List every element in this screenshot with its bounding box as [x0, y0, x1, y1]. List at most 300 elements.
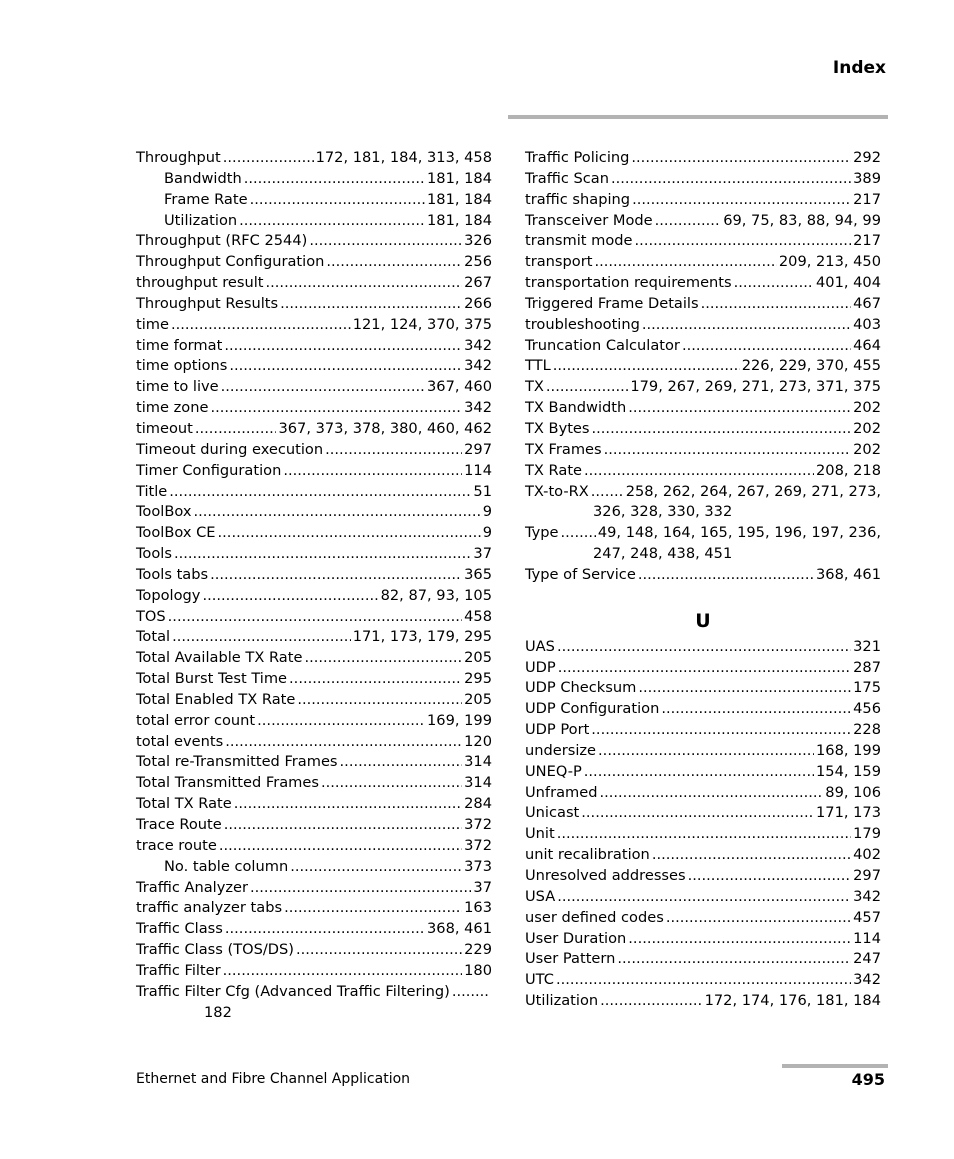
index-entry-line: [525, 190, 881, 211]
index-page-numbers: 37: [473, 878, 492, 896]
index-term: time: [136, 315, 169, 333]
index-entry-line: [525, 523, 881, 544]
index-page-numbers: 372: [464, 816, 492, 833]
index-term: Unframed: [525, 783, 598, 801]
index-term: Utilization: [164, 211, 238, 229]
dot-leader: [304, 648, 462, 669]
index-entry: [136, 732, 492, 753]
index-term: Bandwidth: [164, 169, 242, 187]
index-page-numbers: 89, 106: [825, 783, 881, 801]
dot-leader: [617, 949, 851, 970]
index-term: Throughput Results: [136, 294, 279, 312]
index-entry-line: [525, 658, 881, 679]
dot-leader: [581, 803, 814, 824]
index-page-numbers: 172, 174, 176, 181, 184: [704, 992, 881, 1010]
index-page-numbers: 228: [853, 721, 881, 739]
index-page-numbers: 342: [464, 399, 492, 417]
index-entry: [136, 815, 492, 836]
dot-leader: [688, 866, 852, 887]
index-entry: [525, 720, 881, 741]
index-term: Type: [525, 524, 559, 542]
dot-leader: [655, 211, 722, 232]
dot-leader: [584, 762, 814, 783]
index-term: Transceiver Mode: [525, 211, 653, 229]
index-entry-line: [136, 502, 492, 523]
index-entry-line: [525, 231, 881, 252]
index-entry: [136, 565, 492, 586]
dot-leader: [225, 919, 425, 940]
index-entry: [525, 949, 881, 970]
index-page-numbers: 208, 218: [816, 461, 881, 479]
index-term: USA: [525, 887, 556, 905]
index-entry-line: [525, 148, 881, 169]
index-entry-line: [525, 824, 881, 845]
index-term: Traffic Policing: [525, 149, 630, 166]
index-entry: [525, 148, 881, 169]
dot-leader: [174, 544, 471, 565]
index-term: Traffic Scan: [525, 169, 609, 187]
index-entry-line: [136, 898, 492, 919]
index-page-numbers: 202: [853, 399, 881, 417]
index-entry-line: [525, 273, 881, 294]
index-term: Truncation Calculator: [525, 336, 680, 354]
index-term: UDP Port: [525, 721, 590, 739]
index-entry-line: [136, 982, 492, 1003]
index-term: Total re-Transmitted Frames: [136, 753, 338, 771]
index-entry: [525, 866, 881, 887]
dot-leader: [628, 398, 851, 419]
index-entry-line: [525, 315, 881, 336]
dot-leader: [266, 273, 463, 294]
index-entry-line: [525, 741, 881, 762]
index-entry: [525, 190, 881, 211]
index-page-numbers: 365: [464, 565, 492, 583]
dot-leader: [234, 794, 462, 815]
index-page-numbers: 403: [853, 315, 881, 333]
index-entry-line: [525, 803, 881, 824]
index-entry-line: [525, 887, 881, 908]
index-term: unit recalibration: [525, 846, 650, 864]
index-term: time zone: [136, 399, 209, 417]
index-page-numbers: 342: [464, 336, 492, 354]
index-entry-line: [525, 252, 881, 273]
dot-leader: [221, 377, 425, 398]
index-term: Utilization: [525, 992, 599, 1010]
index-column-right: [525, 148, 881, 1012]
index-entry-line: [136, 273, 492, 294]
index-page-numbers: 175: [853, 679, 881, 697]
index-entry: [136, 273, 492, 294]
index-entry: [525, 887, 881, 908]
index-entry: [136, 294, 492, 315]
dot-leader: [635, 231, 852, 252]
index-entry-line: [525, 461, 881, 482]
page-header-title: Index: [832, 58, 886, 78]
index-entry: [136, 398, 492, 419]
index-entry-line: [164, 190, 492, 211]
index-entry-line: [136, 294, 492, 315]
index-subentry: [136, 211, 492, 232]
index-subentry: [136, 857, 492, 878]
index-term: UDP Configuration: [525, 700, 660, 718]
index-entry-line: [164, 169, 492, 190]
index-entry: [136, 648, 492, 669]
dot-leader: [229, 356, 462, 377]
index-entry: [136, 773, 492, 794]
index-page-numbers: 217: [853, 190, 881, 208]
index-entry-line: [136, 627, 492, 648]
index-page-numbers: 314: [464, 774, 492, 792]
dot-leader: [218, 523, 481, 544]
dot-leader: [598, 741, 814, 762]
index-term: Tools tabs: [136, 565, 209, 583]
index-subentry: [136, 169, 492, 190]
index-entry: [136, 607, 492, 628]
index-entry: [136, 356, 492, 377]
index-term: TX Frames: [525, 440, 602, 458]
index-term: Timeout during execution: [136, 440, 324, 458]
index-entry: [136, 502, 492, 523]
index-entry: [136, 336, 492, 357]
index-term: UDP: [525, 658, 556, 676]
index-entry: [136, 586, 492, 607]
index-entry: [136, 461, 492, 482]
dot-leader: [202, 586, 378, 607]
dot-leader: [611, 169, 851, 190]
index-term: user defined codes: [525, 908, 664, 926]
index-term: undersize: [525, 741, 597, 759]
index-term: Traffic Filter Cfg (Advanced Traffic Filtering): [136, 982, 450, 1000]
dot-leader: [682, 336, 851, 357]
dot-leader: [652, 845, 851, 866]
footer-document-title: Ethernet and Fibre Channel Application: [136, 1071, 411, 1087]
index-term: Timer Configuration: [136, 461, 282, 479]
index-page-numbers: 401, 404: [816, 274, 881, 292]
dot-leader: [193, 502, 480, 523]
dot-leader: [661, 699, 851, 720]
dot-leader: [223, 961, 463, 982]
dot-leader: [556, 970, 851, 991]
index-page-numbers: 114: [853, 929, 881, 947]
dot-leader: [284, 898, 462, 919]
index-entry-line: [525, 866, 881, 887]
index-entry-line: [525, 565, 881, 586]
index-entry-line: [136, 586, 492, 607]
index-entry: [525, 845, 881, 866]
index-entry-line: [525, 398, 881, 419]
index-entry-line: [525, 294, 881, 315]
index-entry-line: [525, 356, 881, 377]
index-entry: [525, 699, 881, 720]
index-entry: [525, 273, 881, 294]
dot-leader: [558, 658, 851, 679]
index-entry: [136, 148, 492, 169]
index-entry-line: [525, 336, 881, 357]
index-term: Total TX Rate: [136, 795, 232, 813]
index-entry: [136, 836, 492, 857]
dot-leader: [257, 711, 425, 732]
index-term: Total Transmitted Frames: [136, 774, 319, 792]
index-entry: [525, 929, 881, 950]
index-term: TOS: [136, 607, 166, 625]
index-entry-line: [525, 908, 881, 929]
dot-leader: [631, 148, 851, 169]
index-entry-line: [136, 377, 492, 398]
dot-leader: [553, 356, 740, 377]
index-entry-line: [136, 669, 492, 690]
index-page-numbers: 179: [853, 825, 881, 843]
dot-leader: [169, 482, 471, 503]
index-page-numbers: 467: [853, 294, 881, 312]
index-term: Throughput (RFC 2544): [136, 232, 308, 250]
index-term: traffic shaping: [525, 190, 631, 208]
index-term: traffic analyzer tabs: [136, 899, 283, 917]
index-entry: [525, 783, 881, 804]
index-entry: [525, 678, 881, 699]
index-term: UNEQ-P: [525, 762, 582, 780]
index-term: time options: [136, 357, 228, 375]
index-page-numbers: 9: [482, 503, 492, 521]
index-term: troubleshooting: [525, 315, 640, 333]
index-entry: [136, 440, 492, 461]
index-entry: [525, 824, 881, 845]
index-entry: [525, 169, 881, 190]
index-entry: [136, 794, 492, 815]
index-entry: [136, 752, 492, 773]
index-term: Throughput: [136, 149, 221, 166]
index-page-numbers: 37: [473, 545, 492, 563]
index-entry: [525, 377, 881, 398]
index-entry: [525, 970, 881, 991]
index-entry: [525, 741, 881, 762]
index-entry: [525, 211, 881, 232]
index-page-numbers: 287: [853, 658, 881, 676]
index-page-numbers: 292: [853, 149, 881, 166]
dot-leader: [224, 815, 462, 836]
dot-leader: [584, 461, 814, 482]
index-term: timeout: [136, 419, 193, 437]
index-entry-line: [136, 815, 492, 836]
footer-page-number: 495: [851, 1070, 885, 1089]
index-page-numbers: 297: [464, 440, 492, 458]
index-entry: [136, 377, 492, 398]
index-page-numbers: 342: [853, 887, 881, 905]
index-page-numbers: 295: [464, 670, 492, 688]
index-page-numbers: 402: [853, 846, 881, 864]
index-term: Total: [136, 628, 171, 646]
index-entry-line: [525, 169, 881, 190]
dot-leader: [628, 929, 851, 950]
dot-leader: [340, 752, 463, 773]
index-term: Unit: [525, 825, 555, 843]
index-entry-line: [136, 336, 492, 357]
index-page-numbers: 367, 373, 378, 380, 460, 462: [278, 419, 492, 437]
index-page-numbers: 120: [464, 732, 492, 750]
index-page-numbers: 168, 199: [816, 741, 881, 759]
index-term: time to live: [136, 378, 219, 396]
index-entry-line: [136, 919, 492, 940]
index-term: total events: [136, 732, 224, 750]
index-entry-line: [525, 970, 881, 991]
index-page-numbers: 456: [853, 700, 881, 718]
dot-leader: [666, 908, 851, 929]
dot-leader: [289, 669, 462, 690]
index-term: TX: [525, 378, 544, 396]
index-term: Topology: [136, 586, 201, 604]
index-term: No. table column: [164, 857, 289, 875]
index-page-numbers: 179, 267, 269, 271, 273, 371, 375: [630, 378, 881, 396]
index-entry: [136, 544, 492, 565]
index-subentry: [136, 190, 492, 211]
index-entry: [136, 919, 492, 940]
index-entry: [525, 565, 881, 586]
dot-leader: [592, 419, 852, 440]
dot-leader: [250, 190, 425, 211]
dot-leader: [594, 252, 776, 273]
index-entry: [525, 231, 881, 252]
index-entry: [136, 252, 492, 273]
index-entry-line: [525, 440, 881, 461]
index-term: Type of Service: [525, 565, 636, 583]
index-page-numbers: 171, 173: [816, 804, 881, 822]
dot-leader: [280, 294, 462, 315]
index-page-numbers: 247: [853, 950, 881, 968]
index-page-numbers: 267: [464, 274, 492, 292]
dot-leader: [452, 982, 490, 1003]
index-page-numbers: 389: [853, 169, 881, 187]
index-page-numbers: 372: [464, 836, 492, 854]
index-term: Traffic Analyzer: [136, 878, 248, 896]
dot-leader: [296, 940, 462, 961]
dot-leader: [171, 315, 351, 336]
index-page-numbers: 209, 213, 450: [778, 253, 881, 271]
index-page-numbers: 368, 461: [816, 565, 881, 583]
index-entry-line: [136, 836, 492, 857]
index-entry: [136, 982, 492, 1024]
index-term: Tools: [136, 545, 172, 563]
index-entry: [136, 690, 492, 711]
dot-leader: [638, 565, 814, 586]
index-entry-line: [164, 211, 492, 232]
index-entry: [525, 398, 881, 419]
index-entries-t: [525, 148, 881, 586]
index-page-numbers: 256: [464, 253, 492, 271]
index-entry: [525, 440, 881, 461]
index-term: TX Rate: [525, 461, 583, 479]
index-term: Traffic Class: [136, 920, 223, 938]
dot-leader: [734, 273, 814, 294]
index-entry-line: [136, 544, 492, 565]
dot-leader: [250, 878, 471, 899]
index-page-numbers: 205: [464, 649, 492, 667]
index-term: UAS: [525, 637, 555, 655]
index-page-numbers: 457: [853, 908, 881, 926]
index-term: User Duration: [525, 929, 627, 947]
index-entry: [136, 711, 492, 732]
index-page-numbers: 342: [464, 357, 492, 375]
index-entry-line: [136, 752, 492, 773]
index-page-numbers: 321: [853, 637, 881, 655]
index-entry: [525, 419, 881, 440]
index-page-numbers: 69, 75, 83, 88, 94, 99: [723, 211, 881, 229]
index-entry-line: [525, 637, 881, 658]
index-entry-line: [136, 607, 492, 628]
index-term: Unicast: [525, 804, 580, 822]
index-page-numbers: 169, 199: [427, 711, 492, 729]
index-term: TX Bandwidth: [525, 399, 627, 417]
index-entries-u: [525, 637, 881, 1012]
index-term: time format: [136, 336, 223, 354]
index-page-numbers: 121, 124, 370, 375: [352, 315, 492, 333]
index-term: UTC: [525, 971, 554, 989]
index-entry: [136, 940, 492, 961]
index-entry: [525, 803, 881, 824]
index-term: throughput result: [136, 274, 264, 292]
index-page-numbers: 181, 184: [427, 211, 492, 229]
index-term: Total Available TX Rate: [136, 649, 303, 667]
index-term: Unresolved addresses: [525, 867, 686, 884]
index-entry: [136, 669, 492, 690]
index-entry: [136, 231, 492, 252]
index-entry-line: [525, 211, 881, 232]
dot-leader: [321, 773, 462, 794]
index-entry-line: [525, 720, 881, 741]
index-term: Triggered Frame Details: [525, 294, 699, 312]
index-entry-line: [525, 845, 881, 866]
index-term: Trace Route: [136, 816, 222, 833]
header-divider: [508, 115, 888, 119]
index-entry: [525, 336, 881, 357]
index-page-numbers: 114: [464, 461, 492, 479]
dot-leader: [326, 252, 462, 273]
index-term: trace route: [136, 836, 217, 854]
index-entry-line: [525, 699, 881, 720]
index-entry: [136, 878, 492, 899]
index-entry: [136, 898, 492, 919]
index-term: UDP Checksum: [525, 679, 637, 697]
index-page-numbers: 51: [473, 482, 492, 500]
index-entry-line: [136, 711, 492, 732]
index-entry: [525, 991, 881, 1012]
index-entry: [136, 961, 492, 982]
section-letter-u: U: [695, 609, 711, 632]
index-term: Total Burst Test Time: [136, 670, 288, 688]
index-term: TTL: [525, 357, 551, 375]
index-entry-line: [525, 482, 881, 503]
index-page-numbers-continued: 182: [204, 1003, 232, 1021]
index-page-numbers: 258, 262, 264, 267, 269, 271, 273,: [625, 482, 881, 500]
dot-leader: [225, 732, 462, 753]
index-entry-line: [136, 878, 492, 899]
index-term: transmit mode: [525, 232, 633, 250]
index-term: total error count: [136, 711, 256, 729]
dot-leader: [195, 419, 277, 440]
index-page-numbers: 163: [464, 899, 492, 917]
index-entry-line: [136, 315, 492, 336]
index-page-numbers-continued: 326, 328, 330, 332: [593, 503, 733, 521]
index-page-numbers: 181, 184: [427, 190, 492, 208]
index-page-numbers: 154, 159: [816, 762, 881, 780]
index-entry: [525, 523, 881, 565]
index-entry-line: [136, 523, 492, 544]
dot-leader: [546, 377, 628, 398]
index-entry-line: [525, 991, 881, 1012]
index-entry: [525, 658, 881, 679]
index-entry-line: [525, 929, 881, 950]
index-entry-line: [136, 961, 492, 982]
index-entry-line: [136, 461, 492, 482]
index-term: User Pattern: [525, 950, 616, 968]
